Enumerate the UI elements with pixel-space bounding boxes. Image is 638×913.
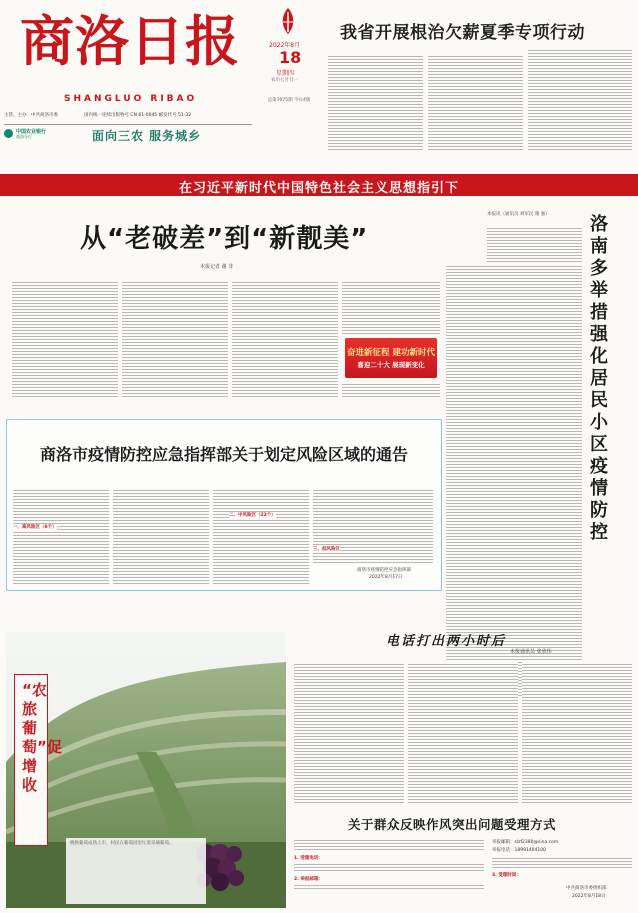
phone-story-col-3 (522, 662, 632, 804)
complaint-sign-date: 2022年8月18日 (572, 894, 606, 899)
notice-signature: 商洛市疫情防控应急指挥部 (357, 568, 411, 573)
bank-name: 中国农业银行 (16, 129, 47, 135)
side-story-byline: 本报讯（通讯员 刘军民 谢 强） (487, 212, 550, 217)
feature-col-1 (12, 280, 118, 398)
complaint-item-3: 3. 受理时间： (492, 873, 521, 878)
notice-sub-1: 一、高风险区（8个） (13, 525, 57, 530)
top-story-body-left (328, 54, 423, 150)
complaint-body-2 (294, 862, 484, 872)
complaint-item-1: 1. 受理电话： (294, 856, 323, 861)
masthead-title: 商洛日报 (20, 9, 240, 73)
feature-col-2 (122, 280, 228, 398)
complaint-body-3 (294, 883, 484, 891)
photo-caption-text: 晚秋葡萄成熟上市，村民在葡萄园里忙着采摘葡萄。 (70, 841, 174, 846)
bank-slogan: 面向三农 服务城乡 (92, 129, 202, 143)
banner-text: 在习近平新时代中国特色社会主义思想指引下 (178, 181, 459, 196)
phone-story-col-1 (294, 662, 404, 804)
masthead-sponsor: 主管、主办：中共商洛市委 (4, 113, 58, 118)
side-story-body-top (487, 226, 582, 262)
date-day: 18 (279, 48, 302, 67)
phone-story-byline: 本报通讯员 张欣伟 (510, 649, 552, 655)
complaint-phone: 举报电话：18991404100 (492, 848, 546, 853)
feature-byline: 本报记者 谢 非 (200, 264, 234, 270)
badge-line-2: 喜迎二十大 展现新变化 (357, 361, 425, 369)
notice-col-3 (213, 488, 309, 584)
notice-box (6, 419, 442, 591)
complaint-headline: 关于群众反映作风突出问题受理方式 (348, 817, 557, 832)
side-story-headline: 洛南多举措强化居民小区疫情防控 (590, 214, 608, 543)
feature-badge (345, 338, 437, 378)
notice-col-4 (313, 488, 433, 564)
bank-ad (4, 124, 252, 142)
date-lunar: 农历七月廿一 (271, 78, 298, 83)
date-box (257, 4, 321, 122)
complaint-signature: 中共商洛市委组织部 (566, 886, 607, 891)
notice-sub-2: 二、中风险区（23个） (229, 513, 276, 518)
banner (0, 174, 638, 196)
issue-info: 总第7075期 今日4版 (267, 98, 311, 103)
date-weekday: 星期四 (276, 70, 295, 77)
masthead-codes: 国内统一连续出版物号 CN 61-0045 邮发代号 51-32 (84, 113, 192, 118)
bank-logo-icon (4, 129, 13, 138)
phone-story-headline: 电话打出两小时后 (386, 634, 507, 649)
photo-vertical-title (14, 674, 62, 846)
badge-line-1: 奋进新征程 建功新时代 (347, 348, 435, 358)
masthead-pinyin: SHANGLUO RIBAO (64, 94, 198, 104)
complaint-body-4 (492, 856, 632, 870)
top-story-headline: 我省开展根治欠薪夏季专项行动 (340, 23, 585, 43)
bank-sub: 商洛分行 (16, 134, 32, 139)
top-story-body-mid (428, 54, 523, 150)
feature-col-5 (342, 382, 440, 398)
feature-col-4 (342, 280, 440, 334)
notice-headline: 商洛市疫情防控应急指挥部关于划定风险区域的通告 (39, 445, 408, 464)
notice-col-1 (13, 488, 109, 584)
emblem-icon (277, 6, 299, 36)
top-story-body-right (528, 48, 632, 150)
photo-caption (66, 838, 206, 904)
feature-col-3 (232, 280, 338, 398)
photo-title-text: “农旅葡萄”促增收 (22, 681, 62, 794)
notice-sign-date: 2022年8月17日 (369, 575, 403, 580)
complaint-email: 举报邮箱：slzf2380@sina.com (492, 840, 559, 845)
notice-sub-3: 三、低风险区 (313, 547, 340, 552)
date-month: 2022年8月 (269, 42, 301, 49)
complaint-item-2: 2. 举报邮箱： (294, 877, 323, 882)
notice-col-2 (113, 488, 209, 584)
complaint-body (294, 838, 484, 852)
feature-headline: 从“老破差”到“新靓美” (80, 224, 369, 254)
phone-story-col-2 (408, 662, 518, 804)
